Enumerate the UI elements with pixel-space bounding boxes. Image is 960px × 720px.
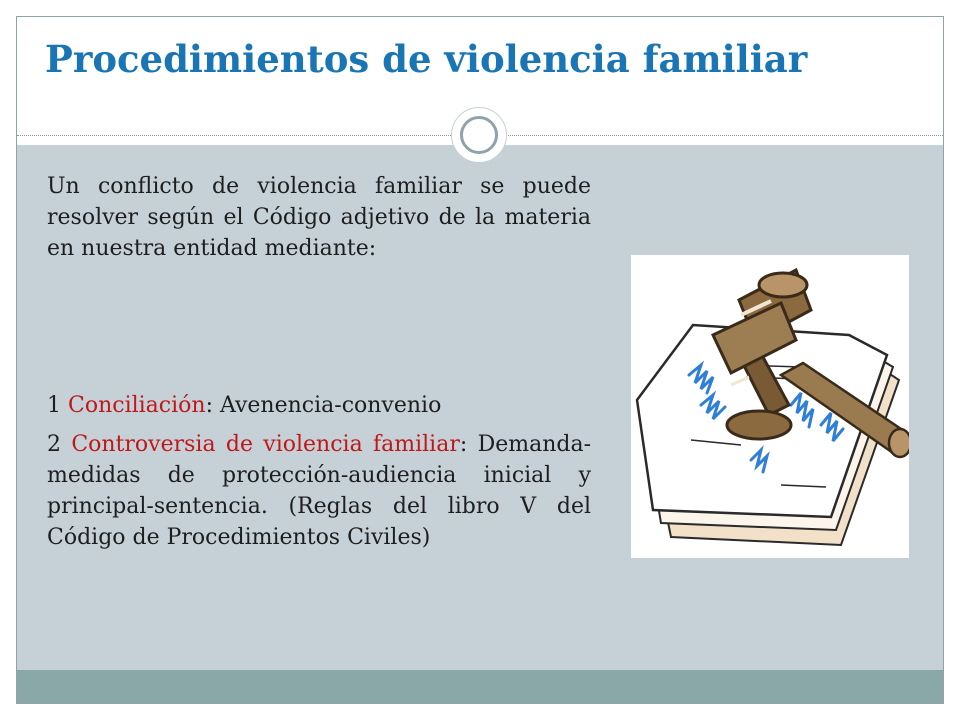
list-item [47, 390, 591, 421]
gavel-on-documents-icon [631, 255, 909, 558]
slide [16, 16, 944, 704]
item-description: : Avenencia-convenio [205, 393, 442, 418]
intro-paragraph: Un conflicto de violencia familiar se puede resolver según el Código adjetivo de la materia en nuestra entidad mediante: [47, 174, 591, 261]
item-term: Controversia de violencia familiar [71, 432, 460, 457]
item-number: 2 [47, 432, 61, 457]
list-item [47, 429, 591, 553]
gavel-illustration [631, 255, 909, 558]
item-number: 1 [47, 393, 61, 418]
circle-ornament [451, 107, 507, 163]
slide-title: Procedimientos de violencia familiar [45, 37, 808, 81]
footer-bar [17, 670, 943, 704]
body-text [47, 171, 591, 553]
item-description: : Demanda-medidas de protección-audiencia inicial y principal-sentencia. (Reglas del libro V del Código de Procedimientos Civiles) [47, 432, 592, 550]
content-area [17, 145, 943, 670]
item-term: Conciliación [68, 393, 206, 418]
